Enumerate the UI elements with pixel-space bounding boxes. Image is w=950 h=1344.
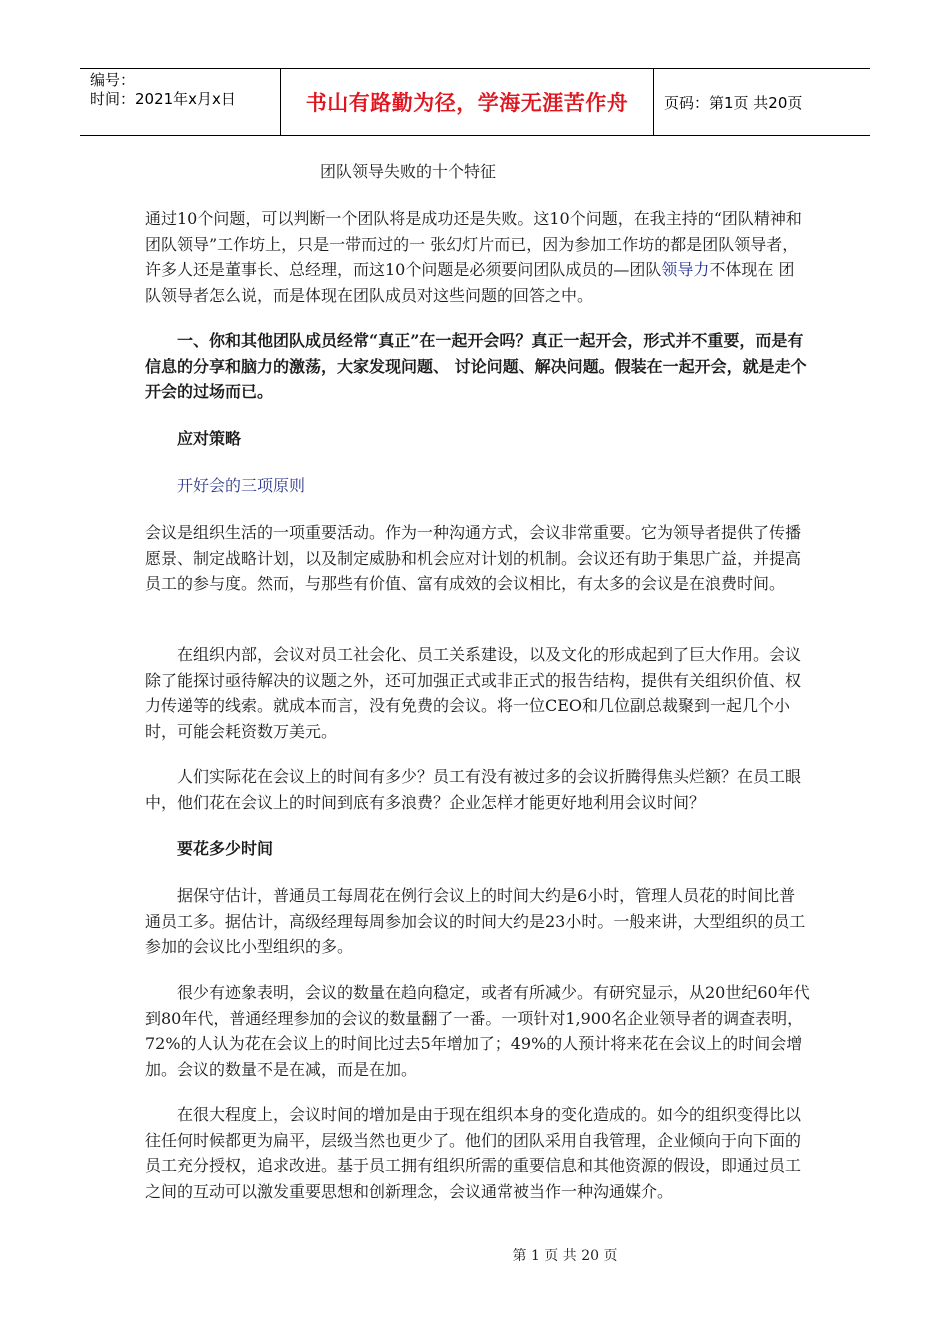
intro-text-before-link: 通过10个问题，可以判断一个团队将是成功还是失败。这10个问题，在我主持的“团队精神和团队领导”工作坊上，只是一带而过的一 张幻灯片而已，因为参加工作坊的都是团队领导者，许多人还是董事长、总经理，而这10个问题是必须要问团队成员的—团队: [145, 209, 802, 279]
document-title: 团队领导失败的十个特征: [320, 162, 497, 181]
leadership-link[interactable]: 领导力: [661, 260, 710, 279]
intro-text-after-link: 不体现在 团队领导者怎么说，而是体现在团队成员对这些问题的回答之中。: [145, 260, 795, 305]
document-number-label: 编号：: [90, 71, 136, 89]
strategy-heading: 应对策略: [177, 429, 242, 448]
document-date-label: 时间：2021年x月x日: [90, 90, 236, 108]
paragraph-time-estimates: 据保守估计，普通员工每周花在例行会议上的时间大约是6小时，管理人员花的时间比普通员工多。据估计，高级经理每周参加会议的时间大约是23小时。一般来讲，大型组织的员工参加的会议比小型组织的多。: [145, 886, 806, 956]
paragraph-meeting-questions: 人们实际花在会议上的时间有多少？员工有没有被过多的会议折腾得焦头烂额？在员工眼中，他们花在会议上的时间到底有多浪费？企业怎样才能更好地利用会议时间？: [145, 767, 802, 812]
header-motto: 书山有路勤为径，学海无涯苦作舟: [280, 69, 654, 135]
paragraph-meeting-culture: 在组织内部，会议对员工社会化、员工关系建设，以及文化的形成起到了巨大作用。会议除了能探讨亟待解决的议题之外，还可加强正式或非正式的报告结构，提供有关组织价值、权力传递等的线索。就成本而言，没有免费的会议。将一位CEO和几位副总裁聚到一起几个小时，可能会耗资数万美元。: [145, 645, 802, 741]
paragraph-organization-change: 在很大程度上，会议时间的增加是由于现在组织本身的变化造成的。如今的组织变得比以往任何时候都更为扁平，层级当然也更少了。他们的团队采用自我管理，企业倾向于向下面的员工充分授权，追求改进。基于员工拥有组织所需的重要信息和其他资源的假设，即通过员工之间的互动可以激发重要思想和创新理念，会议通常被当作一种沟通媒介。: [145, 1105, 802, 1201]
time-heading: 要花多少时间: [177, 839, 274, 858]
footer-page-number: 第 1 页 共 20 页: [512, 1248, 618, 1264]
paragraph-meeting-trend: 很少有迹象表明，会议的数量在趋向稳定，或者有所减少。有研究显示，从20世纪60年代到80年代，普通经理参加的会议的数量翻了一番。一项针对1,900名企业领导者的调查表明，72%的人认为花在会议上的时间比过去5年增加了；49%的人预计将来花在会议上的时间会增加。会议的数量不是在减，而是在加。: [145, 983, 810, 1079]
header-page-label: 页码：第1页 共20页: [664, 93, 803, 112]
question-one: 一、你和其他团队成员经常“真正”在一起开会吗？真正一起开会，形式并不重要，而是有信息的分享和脑力的激荡，大家发现问题、 讨论问题、解决问题。假装在一起开会，就是走个开会的过场而已。: [145, 331, 807, 401]
page-footer: [0, 1245, 950, 1265]
page-header: [80, 68, 870, 136]
intro-paragraph: [145, 206, 810, 308]
meeting-principles-subheading: 开好会的三项原则: [177, 476, 306, 495]
paragraph-meeting-importance: 会议是组织生活的一项重要活动。作为一种沟通方式，会议非常重要。它为领导者提供了传播愿景、制定战略计划，以及制定威胁和机会应对计划的机制。会议还有助于集思广益，并提高员工的参与度。然而，与那些有价值、富有成效的会议相比，有太多的会议是在浪费时间。: [145, 523, 802, 593]
header-meta: [80, 69, 280, 135]
